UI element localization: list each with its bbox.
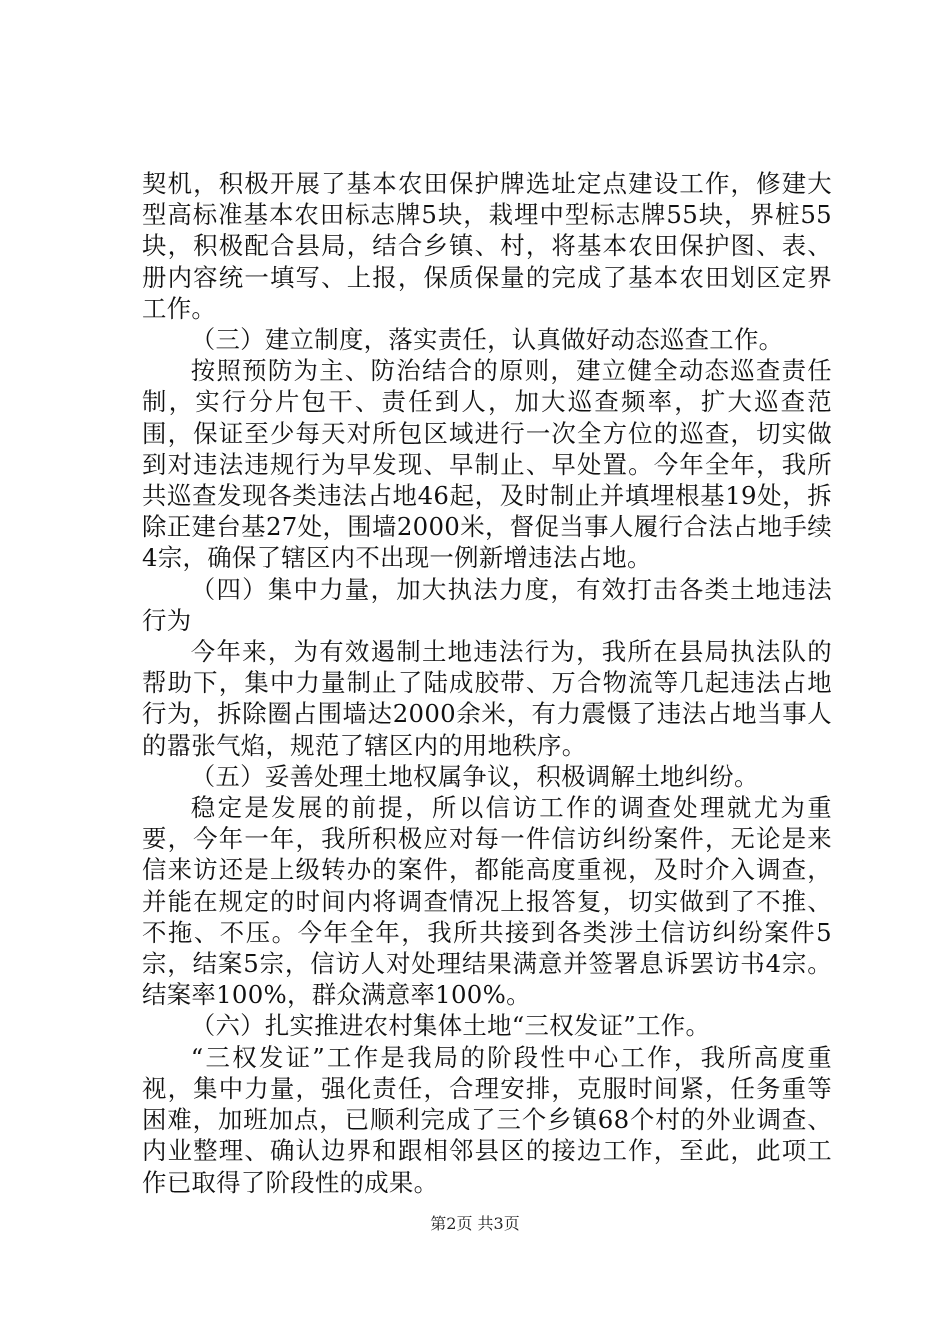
paragraph-certification: “三权发证”工作是我局的阶段性中心工作，我所高度重视，集中力量，强化责任，合理安排，克服时间紧，任务重等困难，加班加点，已顺利完成了三个乡镇68个村的外业调查、内业整理、确认边界和跟相邻县区的接边工作，至此，此项工作已取得了阶段性的成果。 (142, 1042, 832, 1197)
section-heading-5: （五）妥善处理土地权属争议，积极调解土地纠纷。 (190, 761, 759, 791)
page-footer (0, 1211, 950, 1234)
section-heading-6: （六）扎实推进农村集体土地“三权发证”工作。 (190, 1011, 711, 1041)
paragraph-enforcement: 今年来，为有效遏制土地违法行为，我所在县局执法队的帮助下，集中力量制止了陆成胶带、万合物流等几起违法占地行为，拆除圈占围墙达2000余米，有力震慑了违法占地当事人的嚣张气焰，规范了辖区内的用地秩序。 (142, 637, 832, 760)
document-body (142, 168, 832, 1198)
paragraph-continuation: 契机，积极开展了基本农田保护牌选址定点建设工作，修建大型高标准基本农田标志牌5块，栽埋中型标志牌55块，界桩55块，积极配合县局，结合乡镇、村，将基本农田保护图、表、册内容统一填写、上报，保质保量的完成了基本农田划区定界工作。 (142, 169, 832, 323)
page-number: 第2页 共3页 (430, 1214, 520, 1233)
section-heading-4: （四）集中力量，加大执法力度，有效打击各类土地违法行为 (142, 574, 832, 635)
paragraph-disputes: 稳定是发展的前提，所以信访工作的调查处理就尤为重要，今年一年，我所积极应对每一件信访纠纷案件，无论是来信来访还是上级转办的案件，都能高度重视，及时介入调查，并能在规定的时间内将调查情况上报答复，切实做到了不推、不拖、不压。今年全年，我所共接到各类涉土信访纠纷案件5宗，结案5宗，信访人对处理结果满意并签署息诉罢访书4宗。结案率100%，群众满意率100%。 (142, 793, 832, 1010)
paragraph-patrol: 按照预防为主、防治结合的原则，建立健全动态巡查责任制，实行分片包干、责任到人，加大巡查频率，扩大巡查范围，保证至少每天对所包区域进行一次全方位的巡查，切实做到对违法违规行为早发现、早制止、早处置。今年全年，我所共巡查发现各类违法占地46起，及时制止并填埋根基19处，拆除正建台基27处，围墙2000米，督促当事人履行合法占地手续4宗，确保了辖区内不出现一例新增违法占地。 (142, 356, 832, 573)
section-heading-3: （三）建立制度，落实责任，认真做好动态巡查工作。 (190, 325, 784, 355)
